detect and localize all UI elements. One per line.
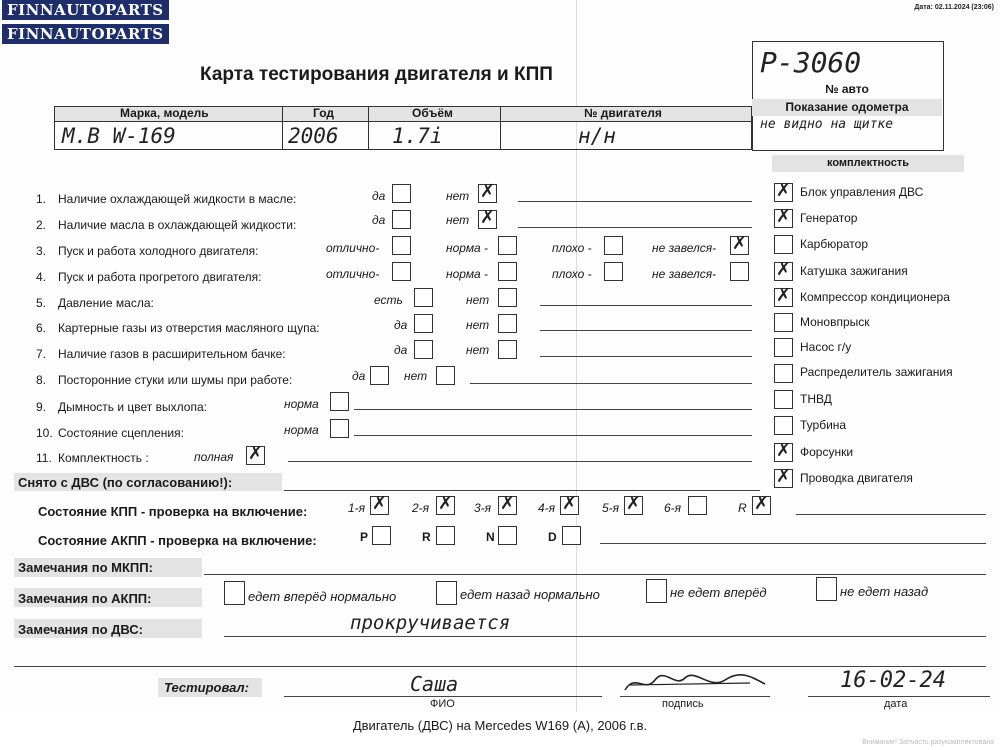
fio-label: ФИО [430, 698, 455, 710]
checkbox-warm-bad[interactable] [604, 262, 623, 281]
fill-line [284, 490, 760, 491]
checkbox-complete-full[interactable] [246, 446, 265, 465]
checkbox-carburetor[interactable] [774, 235, 793, 254]
check-label: Давление масла: [58, 296, 154, 310]
date-label: дата [884, 698, 908, 710]
completeness-item: Турбина [800, 418, 847, 432]
kpp-label: Состояние КПП - проверка на включение: [38, 504, 308, 519]
opt-label: нет [446, 213, 470, 227]
gear-label: 3-я [474, 501, 492, 515]
completeness-item: Форсунки [800, 445, 854, 459]
fill-line [354, 435, 752, 436]
check-num: 7. [36, 347, 47, 361]
brand-logo-top: FINNAUTOPARTS [2, 0, 169, 20]
brand-logo-bottom: FINNAUTOPARTS [2, 24, 169, 44]
opt-label: да [372, 213, 386, 227]
year-value: 2006 [288, 124, 339, 148]
fill-line [600, 543, 986, 544]
completeness-title: комплектность [826, 157, 910, 169]
fill-line [354, 409, 752, 410]
akpp-opt-label: едет вперёд нормально [248, 589, 397, 604]
checkbox-gases-no[interactable] [498, 340, 517, 359]
checkbox-gear-1[interactable] [370, 496, 389, 515]
gear-label: R [738, 501, 747, 515]
opt-label: не завелся- [652, 241, 717, 255]
checkbox-akpp-p[interactable] [372, 526, 391, 545]
checkbox-noise-no[interactable] [436, 366, 455, 385]
checkbox-ecu[interactable] [774, 183, 793, 202]
akpp-label: Состояние АКПП - проверка на включение: [38, 533, 317, 548]
checkbox-gases-yes[interactable] [414, 340, 433, 359]
watermark: Внимание! Запчасть разукомплектована [862, 739, 994, 746]
check-label: Наличие газов в расширительном бачке: [58, 347, 286, 361]
completeness-item: Распределитель зажигания [800, 365, 953, 379]
completeness-item: Генератор [800, 211, 858, 225]
check-num: 2. [36, 218, 47, 232]
checkbox-engine-wiring[interactable] [774, 469, 793, 488]
fill-line [540, 305, 752, 306]
checkbox-oil-yes[interactable] [392, 210, 411, 229]
page-title: Карта тестирования двигателя и КПП [200, 64, 553, 85]
opt-label: полная [194, 450, 234, 464]
gear-label: R [422, 530, 431, 544]
check-label: Наличие масла в охлаждающей жидкости: [58, 218, 297, 232]
checkbox-cold-bad[interactable] [604, 236, 623, 255]
checkbox-oil-no[interactable] [478, 210, 497, 229]
opt-label: да [394, 318, 408, 332]
checkbox-akpp-backward-ok[interactable] [436, 581, 457, 605]
completeness-item: ТНВД [800, 392, 832, 406]
col-divider [368, 106, 369, 150]
checkbox-turbo[interactable] [774, 416, 793, 435]
checkbox-cold-no-start[interactable] [730, 236, 749, 255]
gear-label: 6-я [664, 501, 682, 515]
checkbox-exhaust-normal[interactable] [330, 392, 349, 411]
mkpp-remarks-label: Замечания по МКПП: [18, 560, 153, 575]
checkbox-akpp-no-forward[interactable] [646, 579, 667, 603]
date-line [808, 696, 990, 697]
akpp-opt-label: не едет назад [840, 584, 929, 599]
photo-caption: Двигатель (ДВС) на Mercedes W169 (A), 2006 г.в. [352, 718, 648, 733]
akpp-remarks-label: Замечания по АКПП: [18, 591, 152, 606]
gear-label: 5-я [602, 501, 620, 515]
check-num: 9. [36, 400, 47, 414]
opt-label: отлично- [326, 241, 380, 255]
checkbox-crankcase-no[interactable] [498, 314, 517, 333]
completeness-item: Блок управления ДВС [800, 185, 924, 199]
completeness-item: Катушка зажигания [800, 264, 908, 278]
opt-label: да [394, 343, 408, 357]
date-stamp: Дата: 02.11.2024 (23:06) [914, 4, 994, 11]
make-value: М.В W-169 [62, 124, 176, 148]
gear-label: D [548, 530, 557, 544]
checkbox-akpp-no-backward[interactable] [816, 577, 837, 601]
completeness-item: Насос г/у [800, 340, 852, 354]
opt-label: норма - [446, 241, 489, 255]
fill-line [14, 666, 986, 667]
header-table-divider [54, 121, 752, 122]
checkbox-clutch-normal[interactable] [330, 419, 349, 438]
check-label: Пуск и работа прогретого двигателя: [58, 270, 262, 284]
opt-label: плохо - [552, 267, 592, 281]
gear-label: 4-я [538, 501, 556, 515]
gear-label: N [486, 530, 495, 544]
checkbox-cold-excellent[interactable] [392, 236, 411, 255]
completeness-item: Моновпрыск [800, 315, 870, 329]
opt-label: есть [374, 293, 403, 307]
col-divider [282, 106, 283, 150]
tested-label: Тестировал: [164, 680, 249, 695]
opt-label: нет [466, 293, 490, 307]
checkbox-noise-yes[interactable] [370, 366, 389, 385]
fill-line [540, 330, 752, 331]
checkbox-crankcase-yes[interactable] [414, 314, 433, 333]
make-label: Марка, модель [120, 106, 209, 120]
odometer-label: Показание одометра [785, 100, 909, 114]
check-num: 1. [36, 192, 47, 206]
opt-label: нет [466, 318, 490, 332]
opt-label: норма - [446, 267, 489, 281]
check-num: 3. [36, 244, 47, 258]
checkbox-warm-excellent[interactable] [392, 262, 411, 281]
opt-label: нет [404, 369, 428, 383]
checkbox-coolant-yes[interactable] [392, 184, 411, 203]
check-label: Состояние сцепления: [58, 426, 184, 440]
checkbox-warm-normal[interactable] [498, 262, 517, 281]
check-num: 6. [36, 321, 47, 335]
fill-line [540, 356, 752, 357]
completeness-item: Карбюратор [800, 237, 869, 251]
completeness-item: Проводка двигателя [800, 471, 913, 485]
opt-label: да [372, 189, 386, 203]
checkbox-generator[interactable] [774, 209, 793, 228]
check-label: Дымность и цвет выхлопа: [58, 400, 207, 414]
fill-line [518, 201, 752, 202]
dvs-remarks-label: Замечания по ДВС: [18, 622, 143, 637]
year-label: Год [313, 106, 334, 120]
checkbox-oil-pressure-yes[interactable] [414, 288, 433, 307]
volume-label: Объём [412, 106, 453, 120]
car-number-label: № авто [825, 82, 869, 96]
akpp-opt-label: не едет вперёд [670, 585, 767, 600]
checkbox-gear-6[interactable] [688, 496, 707, 515]
check-num: 10. [36, 426, 53, 440]
opt-label: не завелся- [652, 267, 717, 281]
check-num: 4. [36, 270, 47, 284]
gear-label: 2-я [412, 501, 430, 515]
removed-label: Снято с ДВС (по согласованию!): [18, 475, 233, 490]
checkbox-akpp-r[interactable] [436, 526, 455, 545]
dvs-remarks-value: прокручивается [350, 612, 511, 634]
checkbox-gear-3[interactable] [498, 496, 517, 515]
check-label: Наличие охлаждающей жидкости в масле: [58, 192, 297, 206]
sign-label: подпись [662, 698, 704, 710]
checkbox-akpp-n[interactable] [498, 526, 517, 545]
gear-label: P [360, 530, 369, 544]
checkbox-gear-r[interactable] [752, 496, 771, 515]
akpp-opt-label: едет назад нормально [460, 587, 600, 602]
checkbox-oil-pressure-no[interactable] [498, 288, 517, 307]
checkbox-gear-4[interactable] [560, 496, 579, 515]
fio-value: Саша [410, 672, 459, 696]
opt-label: норма [284, 397, 319, 411]
checkbox-ignition-coil[interactable] [774, 262, 793, 281]
col-divider [500, 106, 501, 150]
fill-line [518, 227, 752, 228]
engine-number-value: н/н [578, 124, 616, 148]
odometer-value: не видно на щитке [760, 117, 894, 132]
checkbox-akpp-d[interactable] [562, 526, 581, 545]
fill-line [470, 383, 752, 384]
checkbox-coolant-no[interactable] [478, 184, 497, 203]
checkbox-tnvd[interactable] [774, 390, 793, 409]
checkbox-warm-no-start[interactable] [730, 262, 749, 281]
fill-line [204, 574, 986, 575]
opt-label: норма [284, 423, 319, 437]
engine-number-label: № двигателя [584, 106, 662, 120]
fill-line [288, 461, 752, 462]
date-value: 16-02-24 [840, 668, 946, 693]
fill-line [796, 514, 986, 515]
checkbox-ps-pump[interactable] [774, 338, 793, 357]
opt-label: плохо - [552, 241, 592, 255]
checkbox-cold-normal[interactable] [498, 236, 517, 255]
check-label: Комплектность : [58, 451, 149, 465]
check-num: 11. [36, 451, 52, 465]
sign-line [620, 696, 770, 697]
check-label: Посторонние стуки или шумы при работе: [58, 373, 293, 387]
check-label: Картерные газы из отверстия масляного щупа: [58, 321, 320, 335]
opt-label: нет [446, 189, 470, 203]
checkbox-distributor[interactable] [774, 364, 793, 383]
opt-label: отлично- [326, 267, 380, 281]
fill-line [224, 636, 986, 637]
volume-value: 1.7i [392, 124, 443, 148]
checkbox-gear-5[interactable] [624, 496, 643, 515]
completeness-item: Компрессор кондиционера [800, 290, 950, 304]
checkbox-mono-injection[interactable] [774, 313, 793, 332]
gear-label: 1-я [348, 501, 366, 515]
checkbox-injectors[interactable] [774, 443, 793, 462]
check-num: 8. [36, 373, 47, 387]
checkbox-akpp-forward-ok[interactable] [224, 581, 245, 605]
check-num: 5. [36, 296, 47, 310]
opt-label: да [352, 369, 366, 383]
signature-mark [620, 668, 770, 698]
checkbox-ac-compressor[interactable] [774, 288, 793, 307]
checkbox-gear-2[interactable] [436, 496, 455, 515]
check-label: Пуск и работа холодного двигателя: [58, 244, 259, 258]
car-number-value: Р-3060 [760, 46, 862, 79]
opt-label: нет [466, 343, 490, 357]
fio-line [284, 696, 602, 697]
